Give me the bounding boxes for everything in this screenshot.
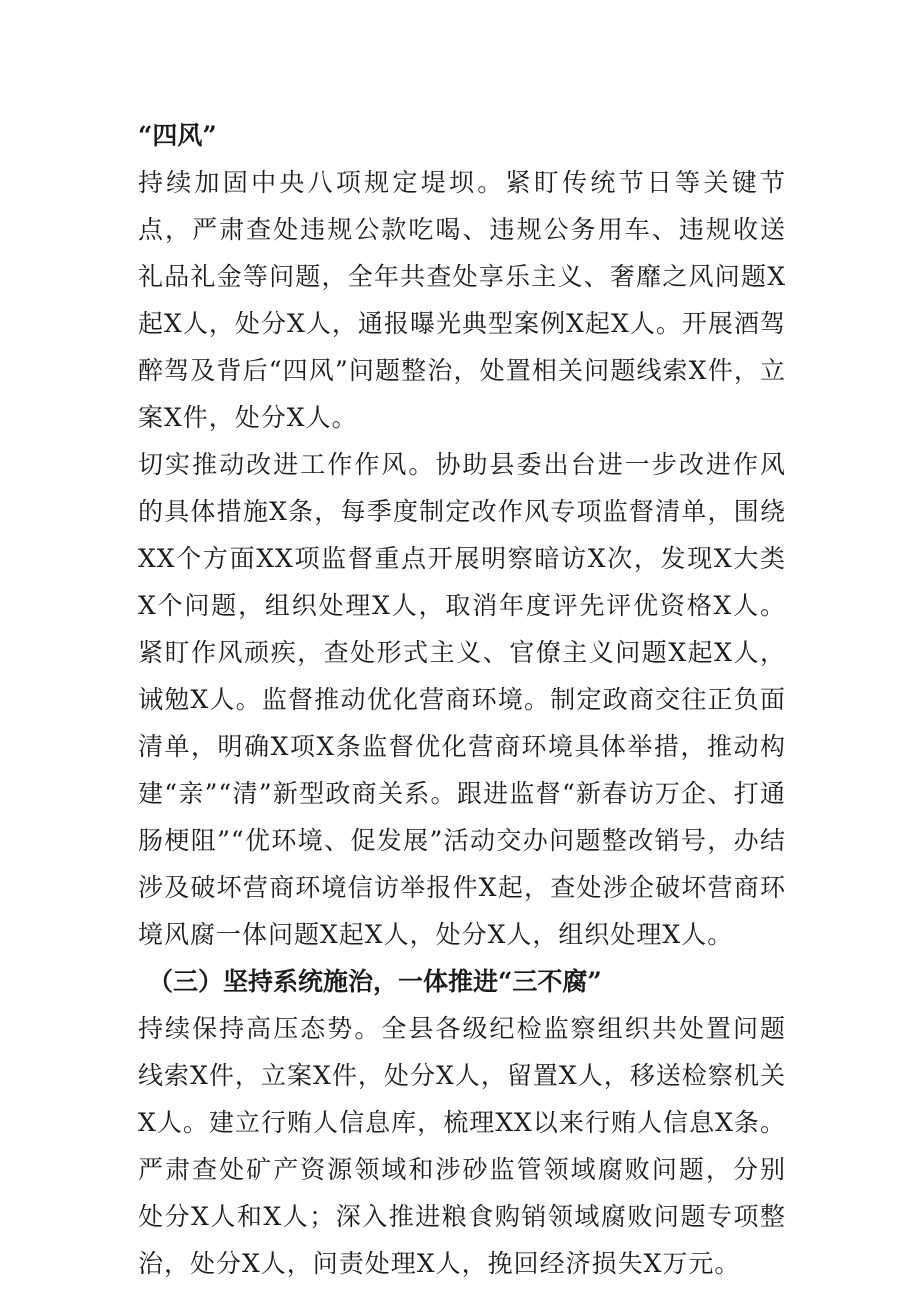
section-heading-four-winds: “四风” bbox=[138, 121, 217, 150]
paragraph-high-pressure: 持续保持高压态势。全县各级纪检监察组织共处置问题线索X件，立案X件，处分X人，留置X人，移送检察机关X人。建立行贿人信息库，梳理XX以来行贿人信息X条。严肃查处矿产资源领域和涉砂监管领域腐败问题，分别处分X人和X人；深入推进粮食购销领域腐败问题专项整治，处分X人，问责处理X人，挽回经济损失X万元。 bbox=[138, 1014, 786, 1278]
section-heading-three-no-corruption: （三）坚持系统施治，一体推进“三不腐” bbox=[148, 967, 602, 996]
paragraph-eight-regulations: 持续加固中央八项规定堤坝。紧盯传统节日等关键节点，严肃查处违规公款吃喝、违规公务用车、违规收送礼品礼金等问题，全年共查处享乐主义、奢靡之风问题X起X人，处分X人，通报曝光典型案例X起X人。开展酒驾醉驾及背后“四风”问题整治，处置相关问题线索X件，立案X件，处分X人。 bbox=[138, 168, 786, 432]
paragraph-work-style: 切实推动改进工作作风。协助县委出台进一步改进作风的具体措施X条，每季度制定改作风专项监督清单，围绕XX个方面XX项监督重点开展明察暗访X次，发现X大类X个问题，组织处理X人，取消年度评先评优资格X人。紧盯作风顽疾，查处形式主义、官僚主义问题X起X人，诫勉X人。监督推动优化营商环境。制定政商交往正负面清单，明确X项X条监督优化营商环境具体举措，推动构建“亲”“清”新型政商关系。跟进监督“新春访万企、打通肠梗阻”“优环境、促发展”活动交办问题整改销号，办结涉及破坏营商环境信访举报件X起，查处涉企破坏营商环境风腐一体问题X起X人，处分X人，组织处理X人。 bbox=[138, 450, 786, 949]
